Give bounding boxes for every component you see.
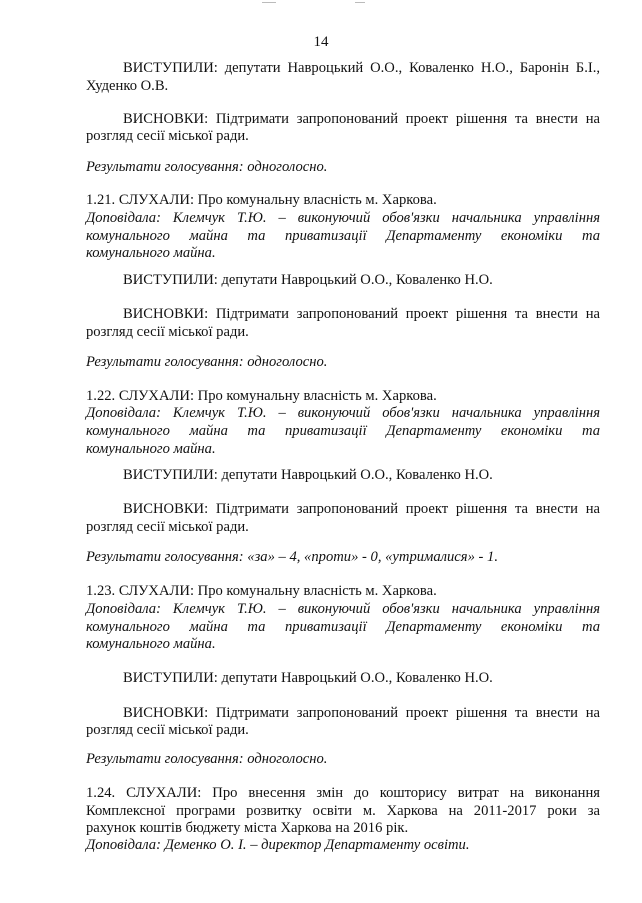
speakers-line: Худенко О.В. bbox=[86, 78, 169, 94]
voting-result: Результати голосування: одноголосно. bbox=[86, 159, 328, 175]
conclusions-line: розгляд сесії міської ради. bbox=[86, 519, 249, 535]
voting-result: Результати голосування: одноголосно. bbox=[86, 354, 328, 370]
heard-line: 1.21. СЛУХАЛИ: Про комунальну власність м. Харкова. bbox=[86, 192, 437, 208]
heard-line: 1.24. СЛУХАЛИ: Про внесення змін до кошторису витрат на виконання bbox=[86, 785, 600, 801]
reporter-line: комунального майна та приватизації Департаменту економіки та bbox=[86, 228, 600, 244]
conclusions-line: розгляд сесії міської ради. bbox=[86, 722, 249, 738]
reporter-line: комунального майна та приватизації Департаменту економіки та bbox=[86, 423, 600, 439]
conclusions-line: ВИСНОВКИ: Підтримати запропонований проект рішення та внести на bbox=[123, 111, 600, 127]
reporter-line: Доповідала: Клемчук Т.Ю. – виконуючий обов'язки начальника управління bbox=[86, 601, 600, 617]
conclusions-line: розгляд сесії міської ради. bbox=[86, 324, 249, 340]
scan-artifact bbox=[262, 2, 276, 3]
heard-line: 1.23. СЛУХАЛИ: Про комунальну власність м. Харкова. bbox=[86, 583, 437, 599]
reporter-line: Доповідала: Клемчук Т.Ю. – виконуючий обов'язки начальника управління bbox=[86, 210, 600, 226]
conclusions-line: ВИСНОВКИ: Підтримати запропонований проект рішення та внести на bbox=[123, 306, 600, 322]
reporter-line: комунального майна. bbox=[86, 245, 216, 261]
reporter-line: комунального майна. bbox=[86, 636, 216, 652]
speakers-line: ВИСТУПИЛИ: депутати Навроцький О.О., Коваленко Н.О. bbox=[123, 670, 493, 686]
reporter-line: комунального майна. bbox=[86, 441, 216, 457]
reporter-line: Доповідала: Деменко О. І. – директор Департаменту освіти. bbox=[86, 837, 470, 853]
speakers-line: ВИСТУПИЛИ: депутати Навроцький О.О., Коваленко Н.О., Баронін Б.І., bbox=[123, 60, 600, 76]
conclusions-line: розгляд сесії міської ради. bbox=[86, 128, 249, 144]
voting-result: Результати голосування: одноголосно. bbox=[86, 751, 328, 767]
conclusions-line: ВИСНОВКИ: Підтримати запропонований проект рішення та внести на bbox=[123, 705, 600, 721]
reporter-line: комунального майна та приватизації Департаменту економіки та bbox=[86, 619, 600, 635]
reporter-line: Доповідала: Клемчук Т.Ю. – виконуючий обов'язки начальника управління bbox=[86, 405, 600, 421]
conclusions-line: ВИСНОВКИ: Підтримати запропонований проект рішення та внести на bbox=[123, 501, 600, 517]
speakers-line: ВИСТУПИЛИ: депутати Навроцький О.О., Коваленко Н.О. bbox=[123, 467, 493, 483]
scan-artifact bbox=[355, 2, 365, 3]
heard-line: 1.22. СЛУХАЛИ: Про комунальну власність м. Харкова. bbox=[86, 388, 437, 404]
speakers-line: ВИСТУПИЛИ: депутати Навроцький О.О., Коваленко Н.О. bbox=[123, 272, 493, 288]
heard-line: рахунок коштів бюджету міста Харкова на 2016 рік. bbox=[86, 820, 409, 836]
voting-result: Результати голосування: «за» – 4, «проти» - 0, «утрималися» - 1. bbox=[86, 549, 498, 565]
heard-line: Комплексної програми розвитку освіти м. Харкова на 2011-2017 роки за bbox=[86, 803, 600, 819]
page-number: 14 bbox=[313, 34, 329, 50]
